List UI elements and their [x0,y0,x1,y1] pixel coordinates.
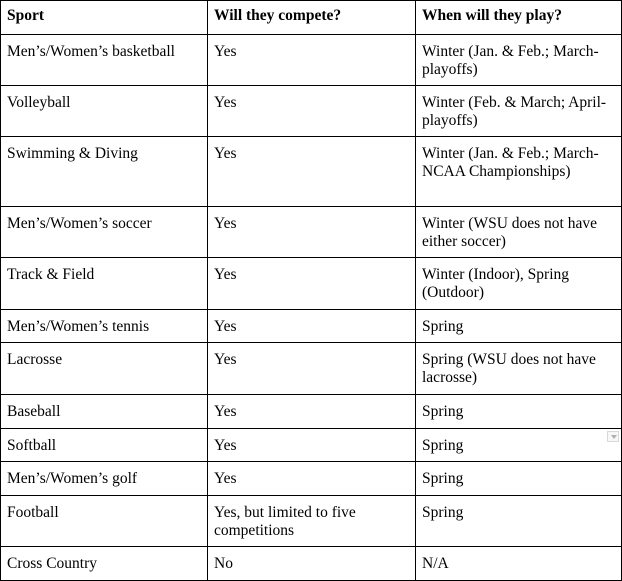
table-row [1,86,622,137]
cell-sport: Softball [1,429,208,462]
cell-when: Winter (Indoor), Spring (Outdoor) [416,258,622,310]
cell-sport: Men’s/Women’s soccer [1,207,208,258]
cell-sport: Cross Country [1,547,208,581]
header-compete: Will they compete? [208,1,416,35]
cell-sport: Men’s/Women’s basketball [1,35,208,86]
cell-when: Spring (WSU does not have lacrosse) [416,343,622,395]
table-row [1,547,622,581]
cell-compete: Yes [208,258,416,310]
cell-sport: Track & Field [1,258,208,310]
header-sport: Sport [1,1,208,35]
cell-sport: Baseball [1,395,208,429]
cell-when: Winter (Jan. & Feb.; March-playoffs) [416,35,622,86]
table-header-row [1,1,622,35]
cell-compete: Yes [208,310,416,343]
table-row [1,343,622,395]
cell-sport: Swimming & Diving [1,137,208,207]
cell-when: Winter (Jan. & Feb.; March-NCAA Championships) [416,137,622,207]
cell-when: Spring [416,395,622,429]
cell-when: Winter (Feb. & March; April-playoffs) [416,86,622,137]
cell-when: Spring [416,429,622,462]
table-row [1,258,622,310]
table-row [1,35,622,86]
cell-when: Spring [416,310,622,343]
cell-compete: Yes [208,395,416,429]
cell-compete: Yes [208,86,416,137]
header-when: When will they play? [416,1,622,35]
cell-compete: Yes [208,462,416,496]
cell-compete: Yes [208,429,416,462]
cell-compete: Yes [208,35,416,86]
cell-sport: Men’s/Women’s tennis [1,310,208,343]
cell-sport: Men’s/Women’s golf [1,462,208,496]
cell-sport: Volleyball [1,86,208,137]
cell-sport: Football [1,496,208,547]
cell-when: Winter (WSU does not have either soccer) [416,207,622,258]
chevron-down-icon[interactable] [607,431,619,442]
table-row [1,496,622,547]
cell-when: N/A [416,547,622,581]
table-row [1,137,622,207]
table-row [1,207,622,258]
table-row [1,429,622,462]
cell-sport: Lacrosse [1,343,208,395]
table-row [1,462,622,496]
cell-compete: Yes [208,343,416,395]
table-row [1,310,622,343]
cell-compete: No [208,547,416,581]
cell-when: Spring [416,496,622,547]
cell-compete: Yes, but limited to five competitions [208,496,416,547]
cell-when: Spring [416,462,622,496]
table-row [1,395,622,429]
cell-compete: Yes [208,137,416,207]
cell-compete: Yes [208,207,416,258]
